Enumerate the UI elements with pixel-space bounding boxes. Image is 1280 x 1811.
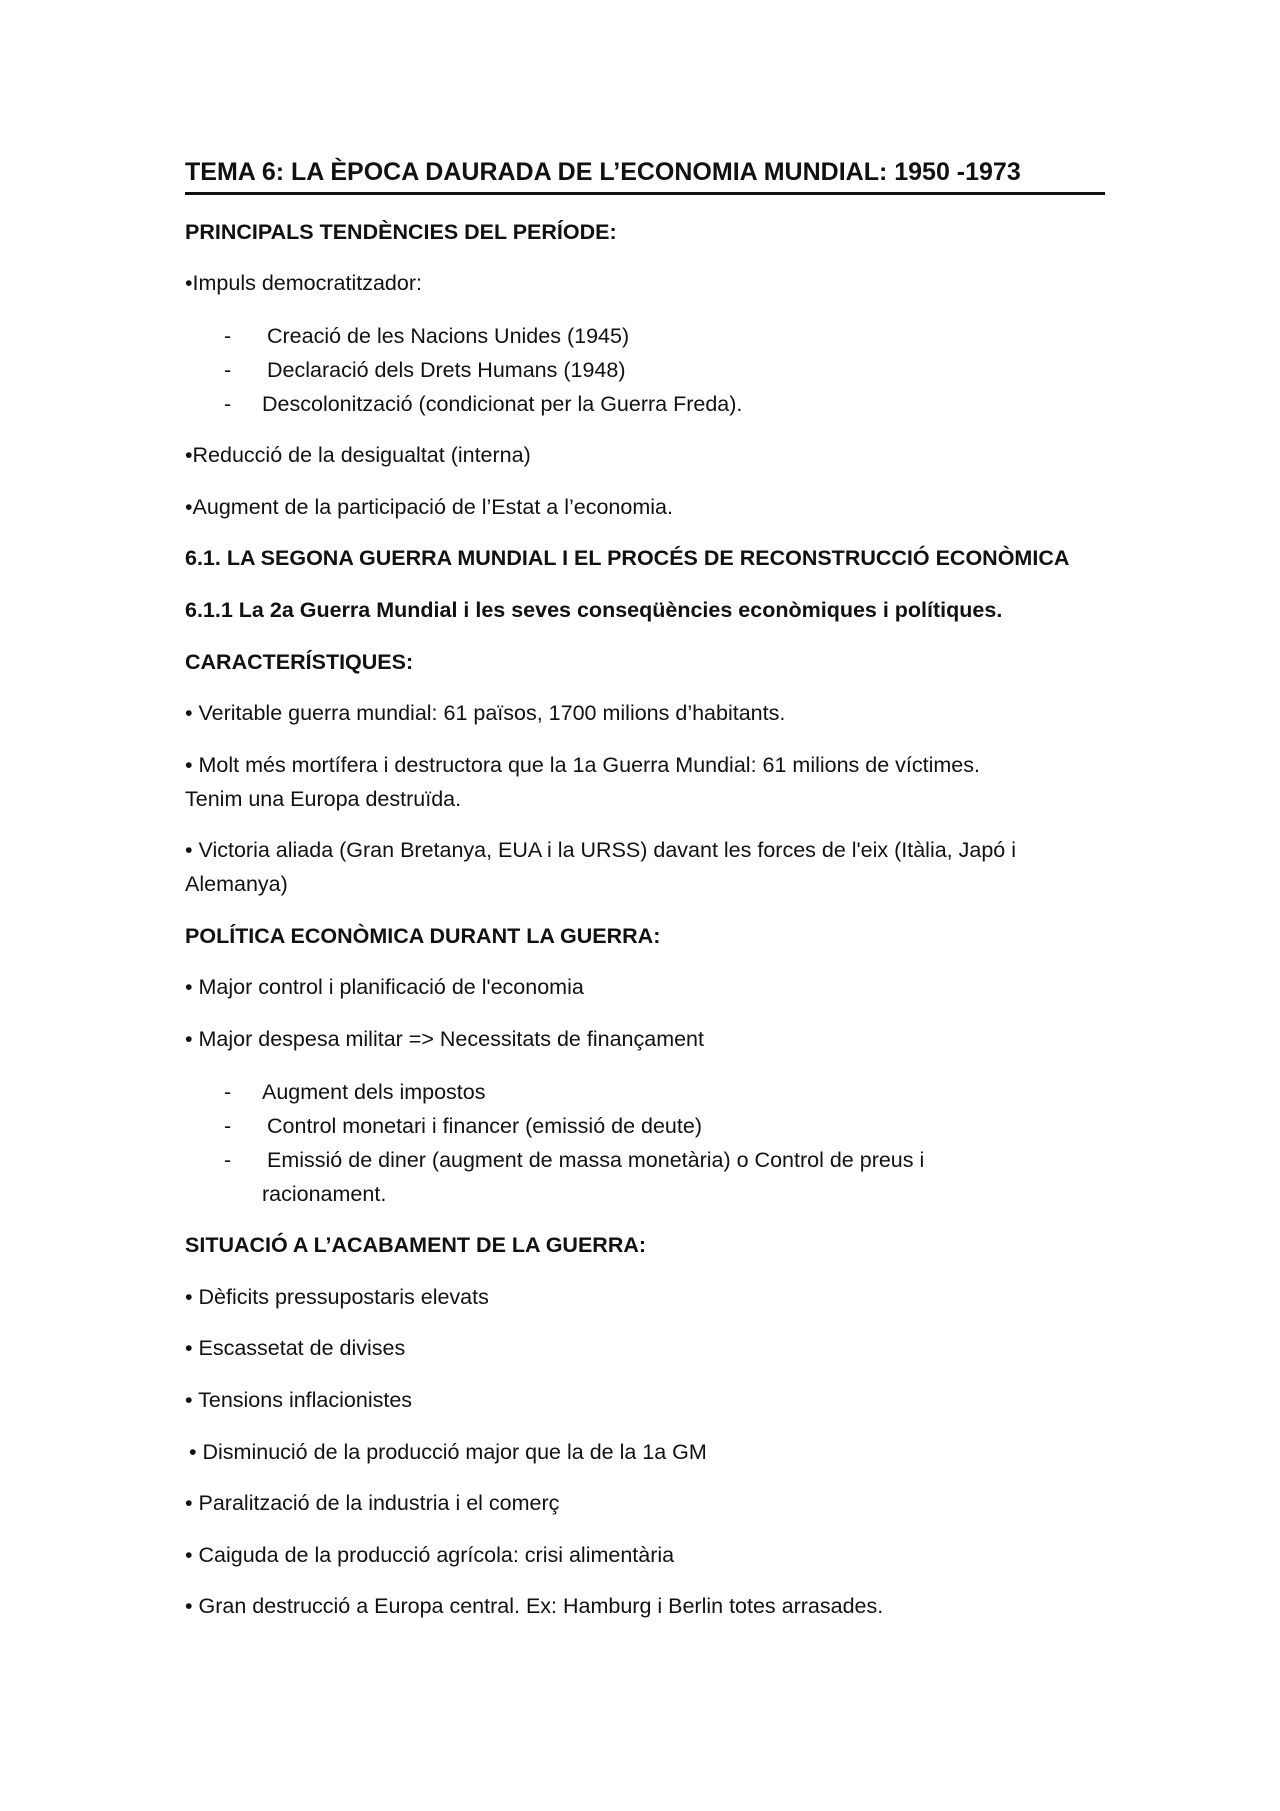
dash-marker: - — [224, 358, 232, 382]
list-item: Descolonització (condicionat per la Guerra Freda). — [262, 392, 743, 416]
dash-marker: - — [224, 324, 232, 348]
bullet-augment: •Augment de la participació de l’Estat a l’economia. — [185, 495, 673, 519]
bullet-item: • Escassetat de divises — [185, 1336, 406, 1360]
bullet-reduccio: •Reducció de la desigualtat (interna) — [185, 443, 531, 467]
section-heading-politica: POLÍTICA ECONÒMICA DURANT LA GUERRA: — [185, 924, 661, 948]
dash-marker: - — [224, 392, 232, 416]
list-item: Emissió de diner (augment de massa monetària) o Control de preus i — [267, 1148, 925, 1172]
bullet-item: • Caiguda de la producció agrícola: crisi alimentària — [185, 1543, 675, 1567]
section-heading-caracteristiques: CARACTERÍSTIQUES: — [185, 650, 414, 674]
bullet-item: • Disminució de la producció major que la de la 1a GM — [189, 1440, 707, 1464]
section-heading-6-1: 6.1. LA SEGONA GUERRA MUNDIAL I EL PROCÉS DE RECONSTRUCCIÓ ECONÒMICA — [185, 546, 1070, 570]
bullet-item: • Gran destrucció a Europa central. Ex: Hamburg i Berlin totes arrasades. — [185, 1594, 884, 1618]
dash-marker: - — [224, 1148, 232, 1172]
bullet-item: • Victoria aliada (Gran Bretanya, EUA i la URSS) davant les forces de l'eix (Itàlia, Japó i — [185, 838, 1017, 862]
bullet-item-continuation: Alemanya) — [185, 872, 288, 896]
section-heading-tendencies: PRINCIPALS TENDÈNCIES DEL PERÍODE: — [185, 220, 617, 244]
list-item: Creació de les Nacions Unides (1945) — [267, 324, 630, 348]
list-item-continuation: racionament. — [262, 1182, 387, 1206]
list-item: Augment dels impostos — [262, 1080, 486, 1104]
bullet-impuls: •Impuls democratitzador: — [185, 271, 422, 295]
bullet-item: • Veritable guerra mundial: 61 països, 1700 milions d’habitants. — [185, 701, 786, 725]
bullet-item: • Paralització de la industria i el comerç — [185, 1491, 560, 1515]
bullet-item: • Major despesa militar => Necessitats de finançament — [185, 1027, 704, 1051]
bullet-item-continuation: Tenim una Europa destruïda. — [185, 787, 462, 811]
section-heading-situacio: SITUACIÓ A L’ACABAMENT DE LA GUERRA: — [185, 1233, 647, 1257]
bullet-item: • Dèficits pressupostaris elevats — [185, 1285, 489, 1309]
bullet-item: • Molt més mortífera i destructora que la 1a Guerra Mundial: 61 milions de víctimes. — [185, 753, 980, 777]
list-item: Declaració dels Drets Humans (1948) — [267, 358, 626, 382]
dash-marker: - — [224, 1080, 232, 1104]
page-title: TEMA 6: LA ÈPOCA DAURADA DE L’ECONOMIA MUNDIAL: 1950 -1973 — [185, 156, 1105, 195]
dash-marker: - — [224, 1114, 232, 1138]
list-item: Control monetari i financer (emissió de deute) — [267, 1114, 702, 1138]
subheading-6-1-1: 6.1.1 La 2a Guerra Mundial i les seves conseqüències econòmiques i polítiques. — [185, 598, 1003, 622]
bullet-item: • Tensions inflacionistes — [185, 1388, 413, 1412]
bullet-item: • Major control i planificació de l'economia — [185, 975, 584, 999]
